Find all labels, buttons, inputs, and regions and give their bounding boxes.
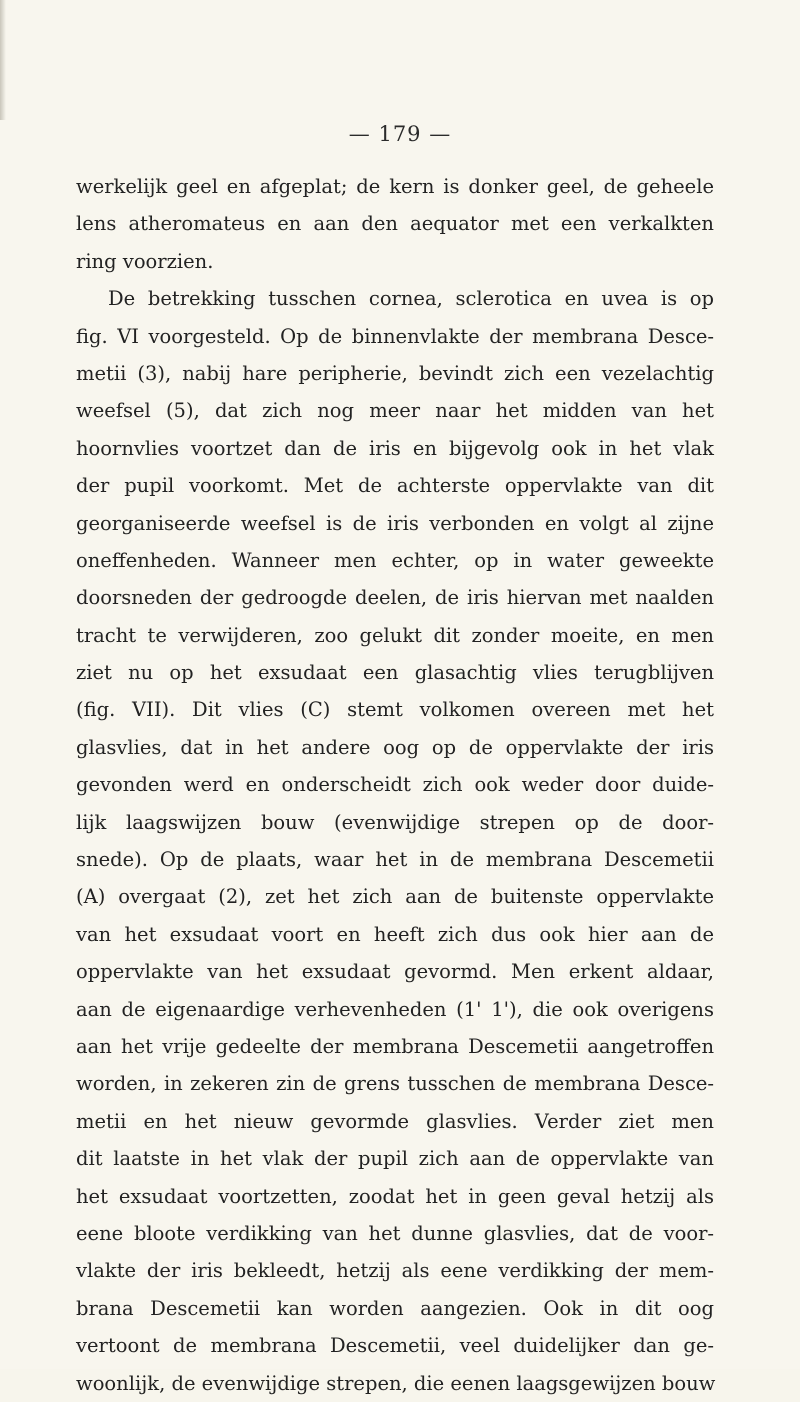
- text-line: fig. VI voorgesteld. Op de binnenvlakte der membrana Desce-: [76, 324, 714, 348]
- text-line: vertoont de membrana Descemetii, veel duidelijker dan ge-: [76, 1334, 714, 1358]
- text-line: van het exsudaat voort en heeft zich dus ook hier aan de: [76, 922, 714, 946]
- text-line: hoornvlies voortzet dan de iris en bijgevolg ook in het vlak: [76, 436, 714, 460]
- text-line: der pupil voorkomt. Met de achterste oppervlakte van dit: [76, 474, 714, 498]
- paragraph-start-line: De betrekking tusschen cornea, sclerotica en uvea is op: [108, 287, 714, 311]
- page-edge-shadow: [0, 0, 6, 120]
- text-line: tracht te verwijderen, zoo gelukt dit zonder moeite, en men: [76, 623, 714, 647]
- text-line: oneffenheden. Wanneer men echter, op in water geweekte: [76, 548, 714, 572]
- text-line: woonlijk, de evenwijdige strepen, die eenen laagsgewijzen bouw: [76, 1371, 716, 1395]
- text-line: (A) overgaat (2), zet het zich aan de buitenste oppervlakte: [76, 885, 714, 909]
- text-line: aan het vrije gedeelte der membrana Descemetii aangetroffen: [76, 1034, 714, 1058]
- text-line: metii en het nieuw gevormde glasvlies. Verder ziet men: [76, 1109, 714, 1133]
- text-line: georganiseerde weefsel is de iris verbonden en volgt al zijne: [76, 511, 714, 535]
- text-line: ring voorzien.: [76, 249, 214, 273]
- body-text: [76, 168, 714, 1402]
- text-line: metii (3), nabij hare peripherie, bevindt zich een vezelachtig: [76, 361, 714, 385]
- text-line: het exsudaat voortzetten, zoodat het in geen geval hetzij als: [76, 1184, 714, 1208]
- text-line: glasvlies, dat in het andere oog op de oppervlakte der iris: [76, 735, 714, 759]
- text-line: oppervlakte van het exsudaat gevormd. Men erkent aldaar,: [76, 960, 714, 984]
- text-line: weefsel (5), dat zich nog meer naar het midden van het: [76, 399, 714, 423]
- text-line: doorsneden der gedroogde deelen, de iris hiervan met naalden: [76, 586, 714, 610]
- text-line: (fig. VII). Dit vlies (C) stemt volkomen overeen met het: [76, 698, 714, 722]
- text-line: gevonden werd en onderscheidt zich ook weder door duide-: [76, 773, 714, 797]
- text-line: snede). Op de plaats, waar het in de membrana Descemetii: [76, 848, 714, 872]
- text-line: werkelijk geel en afgeplat; de kern is donker geel, de geheele: [76, 175, 714, 198]
- text-line: ziet nu op het exsudaat een glasachtig vlies terugblijven: [76, 661, 714, 685]
- page-number: — 179 —: [348, 122, 452, 146]
- text-line: brana Descemetii kan worden aangezien. Ook in dit oog: [76, 1296, 714, 1320]
- text-line: dit laatste in het vlak der pupil zich aan de oppervlakte van: [76, 1147, 714, 1171]
- text-line: vlakte der iris bekleedt, hetzij als eene verdikking der mem-: [76, 1259, 714, 1283]
- text-line: worden, in zekeren zin de grens tusschen de membrana Desce-: [76, 1072, 714, 1096]
- text-line: lijk laagswijzen bouw (evenwijdige strepen op de door-: [76, 810, 714, 834]
- text-line: aan de eigenaardige verhevenheden (1' 1'), die ook overigens: [76, 997, 714, 1021]
- text-line: lens atheromateus en aan den aequator met een verkalkten: [76, 212, 714, 236]
- text-line: eene bloote verdikking van het dunne glasvlies, dat de voor-: [76, 1221, 714, 1245]
